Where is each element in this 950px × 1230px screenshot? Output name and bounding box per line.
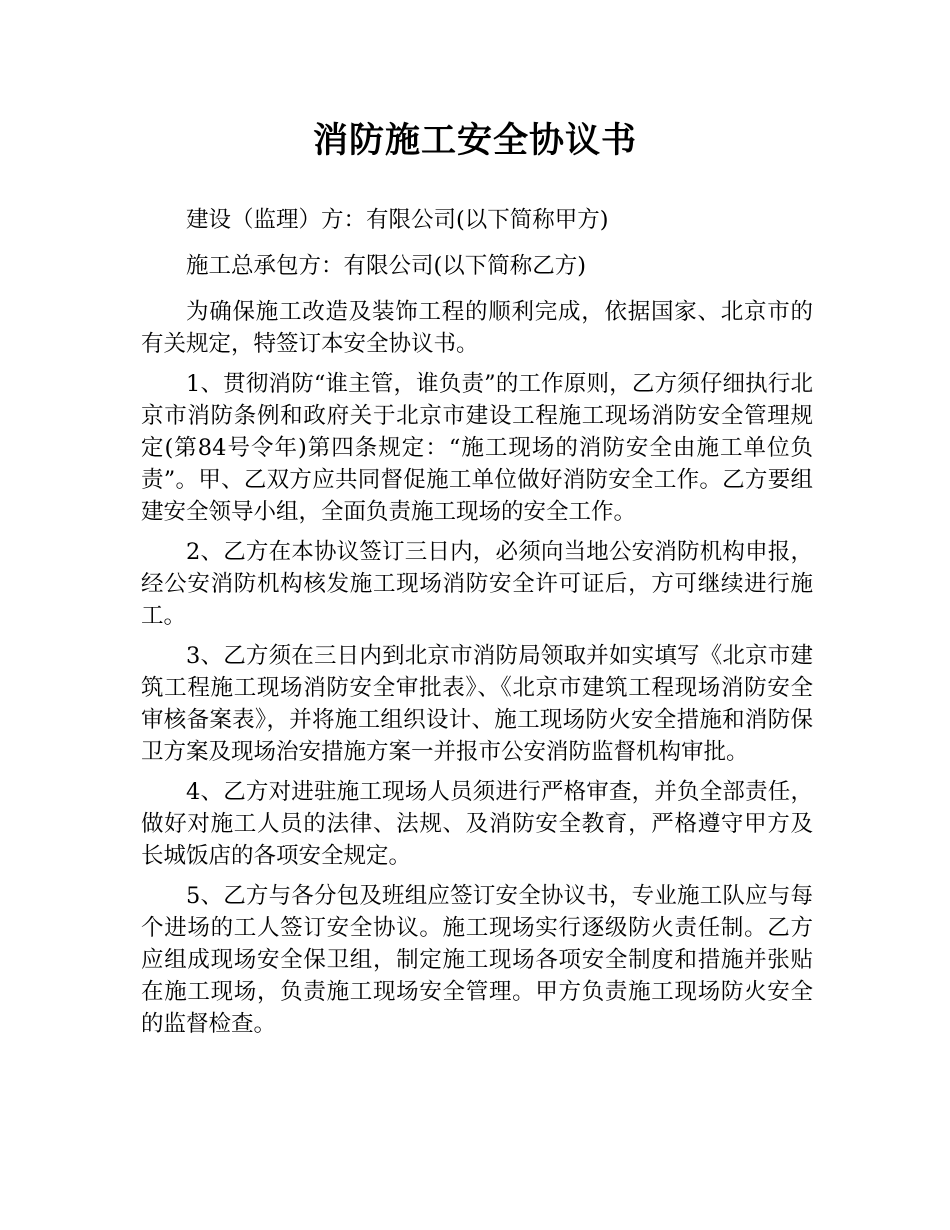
- clause-4-paragraph: 4、乙方对进驻施工现场人员须进行严格审查，并负全部责任，做好对施工人员的法律、法规、及消防安全教育，严格遵守甲方及长城饭店的各项安全规定。: [141, 779, 813, 869]
- clause-1-paragraph: 1、贯彻消防“谁主管，谁负责”的工作原则，乙方须仔细执行北京市消防条例和政府关于北京市建设工程施工现场消防安全管理规定(第84号令年)第四条规定：“施工现场的消防安全由施工单位负责”。甲、乙双方应共同督促施工单位做好消防安全工作。乙方要组建安全领导小组，全面负责施工现场的安全工作。: [141, 371, 813, 525]
- party-a-line: 建设（监理）方：有限公司(以下简称甲方): [186, 207, 609, 233]
- document-title: 消防施工安全协议书: [312, 121, 637, 161]
- clause-3-paragraph: 3、乙方须在三日内到北京市消防局领取并如实填写《北京市建筑工程施工现场消防安全审批表》、《北京市建筑工程现场消防安全审核备案表》，并将施工组织设计、施工现场防火安全措施和消防保卫方案及现场治安措施方案一并报市公安消防监督机构审批。: [141, 643, 813, 765]
- document-body: [141, 204, 813, 1048]
- party-b-line: 施工总承包方：有限公司(以下简称乙方): [186, 253, 587, 279]
- preamble-paragraph: 为确保施工改造及装饰工程的顺利完成，依据国家、北京市的有关规定，特签订本安全协议书。: [141, 299, 813, 357]
- clause-5-paragraph: 5、乙方与各分包及班组应签订安全协议书，专业施工队应与每个进场的工人签订安全协议。施工现场实行逐级防火责任制。乙方应组成现场安全保卫组，制定施工现场各项安全制度和措施并张贴在施工现场，负责施工现场安全管理。甲方负责施工现场防火安全的监督检查。: [141, 883, 813, 1037]
- clause-2-paragraph: 2、乙方在本协议签订三日内，必须向当地公安消防机构申报，经公安消防机构核发施工现场消防安全许可证后，方可继续进行施工。: [141, 539, 813, 629]
